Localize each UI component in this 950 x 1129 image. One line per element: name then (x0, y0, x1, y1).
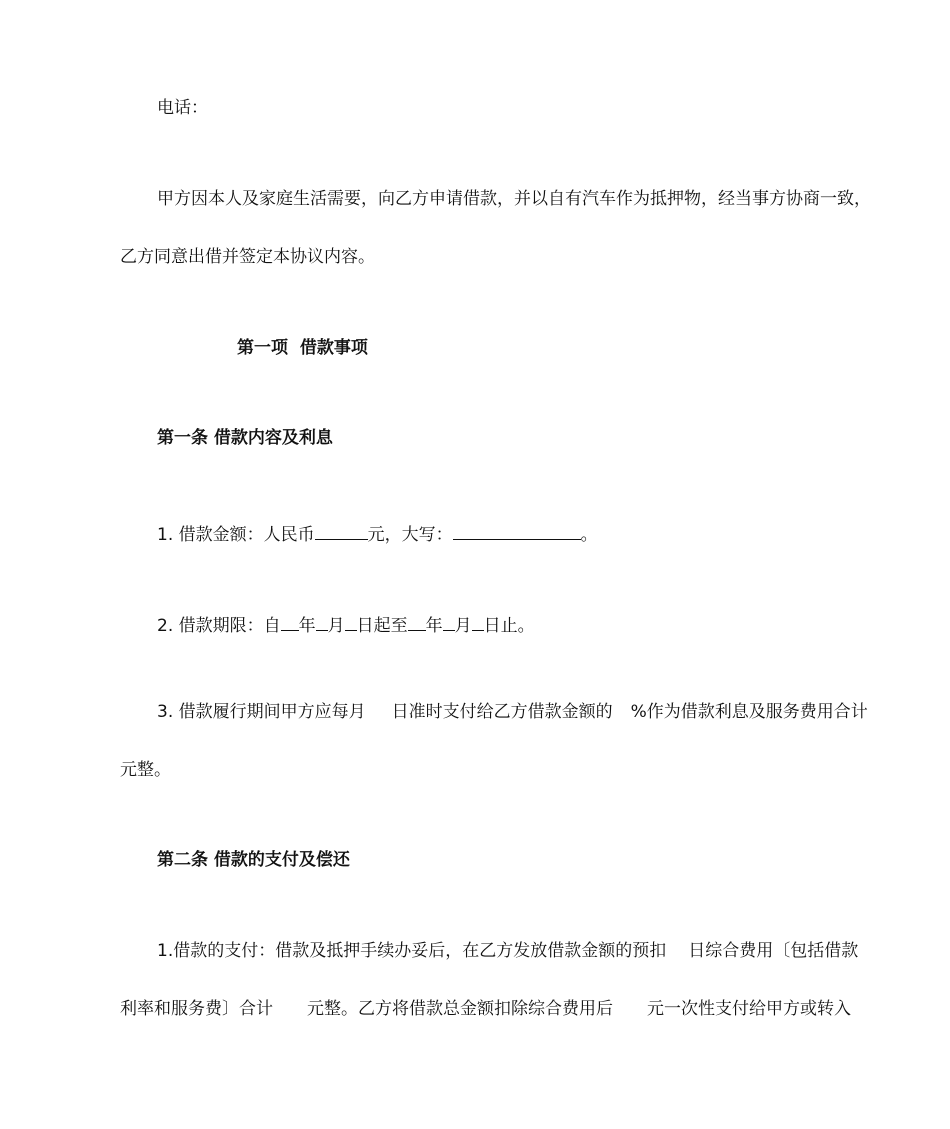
term-p6: 月 (454, 616, 472, 636)
payment-l2-p3: 元一次性支付给甲方或转入 (647, 999, 851, 1019)
start-day-blank (345, 613, 357, 631)
amount-words-blank (453, 522, 581, 540)
payment-l1-p1: 1.借款的支付：借款及抵押手续办妥后，在乙方发放借款金额的预扣 (157, 941, 667, 961)
payment-l2-p2: 元整。乙方将借款总金额扣除综合费用后 (307, 999, 613, 1019)
intro-paragraph-line1: 甲方因本人及家庭生活需要，向乙方申请借款，并以自有汽车作为抵押物，经当事方协商一致， (157, 189, 871, 209)
end-day-blank (472, 613, 484, 631)
interest-line1 (157, 704, 868, 721)
article1-title: 第一条 借款内容及利息 (157, 428, 333, 448)
interest-p2: 日准时支付给乙方借款金额的 (391, 702, 613, 722)
section-title: 第一项 借款事项 (237, 338, 368, 358)
interest-p3: %作为借款利息及服务费用合计 (630, 702, 868, 722)
loan-amount-prefix: 1. 借款金额：人民币 (157, 525, 315, 545)
payment-line2 (120, 1001, 851, 1018)
term-p2: 年 (298, 616, 316, 636)
loan-term-line (157, 613, 535, 635)
payment-line1 (157, 943, 858, 960)
phone-label: 电话： (157, 98, 208, 118)
term-p1: 2. 借款期限：自 (157, 616, 281, 636)
loan-amount-suffix: 。 (580, 525, 598, 545)
term-p3: 月 (327, 616, 345, 636)
loan-amount-mid: 元，大写： (367, 525, 453, 545)
term-p4: 日起至 (356, 616, 408, 636)
interest-line2: 元整。 (120, 760, 171, 780)
end-year-blank (408, 613, 426, 631)
payment-l2-p1: 利率和服务费〕合计 (120, 999, 273, 1019)
term-p7: 日止。 (483, 616, 535, 636)
interest-p1: 3. 借款履行期间甲方应每月 (157, 702, 366, 722)
start-year-blank (281, 613, 299, 631)
term-p5: 年 (425, 616, 443, 636)
end-month-blank (443, 613, 455, 631)
intro-paragraph-line2: 乙方同意出借并签定本协议内容。 (120, 247, 375, 267)
article2-title: 第二条 借款的支付及偿还 (157, 850, 350, 870)
start-month-blank (316, 613, 328, 631)
loan-amount-line (157, 522, 598, 544)
amount-blank (315, 522, 368, 540)
payment-l1-p2: 日综合费用〔包括借款 (688, 941, 859, 961)
